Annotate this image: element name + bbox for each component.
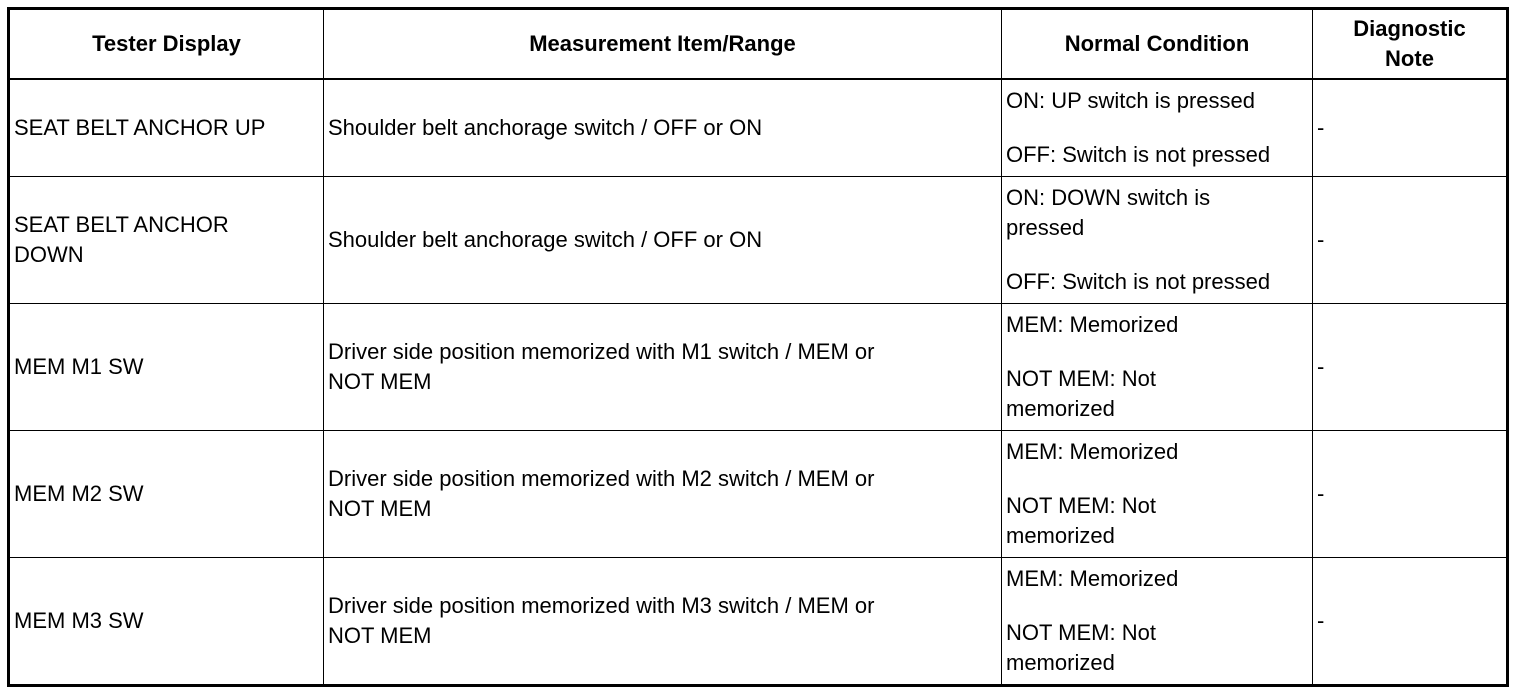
header-normal-condition: Normal Condition [1002, 9, 1313, 80]
condition-not-mem-line1: NOT MEM: Not [1006, 620, 1156, 645]
condition-not-mem-line2: memorized [1006, 396, 1115, 421]
condition-off: OFF: Switch is not pressed [1006, 269, 1271, 294]
header-diagnostic-note [1313, 9, 1508, 80]
cell-diagnostic-note: - [1313, 304, 1508, 431]
cell-normal-condition [1002, 79, 1313, 177]
table-row [9, 304, 1508, 431]
cell-tester-display [9, 177, 324, 304]
condition-not-mem-line2: memorized [1006, 650, 1115, 675]
condition-not-mem-line1: NOT MEM: Not [1006, 366, 1156, 391]
tester-display-line1: SEAT BELT ANCHOR [14, 212, 229, 237]
measurement-line1: Driver side position memorized with M3 switch / MEM or [328, 593, 875, 618]
header-diagnostic-note-line1: Diagnostic [1353, 16, 1466, 41]
condition-on-line1: ON: DOWN switch is [1006, 185, 1211, 210]
table-row [9, 177, 1508, 304]
cell-diagnostic-note: - [1313, 558, 1508, 686]
table-row [9, 558, 1508, 686]
condition-mem: MEM: Memorized [1006, 439, 1179, 464]
condition-mem: MEM: Memorized [1006, 312, 1179, 337]
cell-normal-condition [1002, 558, 1313, 686]
condition-not-mem-line1: NOT MEM: Not [1006, 493, 1156, 518]
cell-diagnostic-note: - [1313, 79, 1508, 177]
cell-measurement [324, 304, 1002, 431]
table-header-row [9, 9, 1508, 80]
condition-mem: MEM: Memorized [1006, 566, 1179, 591]
table-row [9, 79, 1508, 177]
condition-on-line2: pressed [1006, 215, 1085, 240]
measurement-line2: NOT MEM [328, 496, 432, 521]
cell-diagnostic-note: - [1313, 177, 1508, 304]
condition-not-mem-line2: memorized [1006, 523, 1115, 548]
cell-normal-condition [1002, 431, 1313, 558]
table-row [9, 431, 1508, 558]
measurement-line1: Driver side position memorized with M1 switch / MEM or [328, 339, 875, 364]
cell-tester-display: SEAT BELT ANCHOR UP [9, 79, 324, 177]
condition-off: OFF: Switch is not pressed [1006, 142, 1271, 167]
header-diagnostic-note-line2: Note [1385, 46, 1434, 71]
measurement-line2: NOT MEM [328, 369, 432, 394]
measurement-line2: NOT MEM [328, 623, 432, 648]
condition-on: ON: UP switch is pressed [1006, 88, 1256, 113]
header-measurement: Measurement Item/Range [324, 9, 1002, 80]
cell-measurement [324, 431, 1002, 558]
cell-normal-condition [1002, 177, 1313, 304]
tester-display-line2: DOWN [14, 242, 84, 267]
cell-tester-display: MEM M2 SW [9, 431, 324, 558]
header-tester-display: Tester Display [9, 9, 324, 80]
cell-measurement [324, 558, 1002, 686]
cell-normal-condition [1002, 304, 1313, 431]
cell-measurement: Shoulder belt anchorage switch / OFF or ON [324, 79, 1002, 177]
cell-tester-display: MEM M3 SW [9, 558, 324, 686]
cell-measurement: Shoulder belt anchorage switch / OFF or ON [324, 177, 1002, 304]
data-list-table [7, 7, 1509, 687]
cell-diagnostic-note: - [1313, 431, 1508, 558]
cell-tester-display: MEM M1 SW [9, 304, 324, 431]
measurement-line1: Driver side position memorized with M2 switch / MEM or [328, 466, 875, 491]
